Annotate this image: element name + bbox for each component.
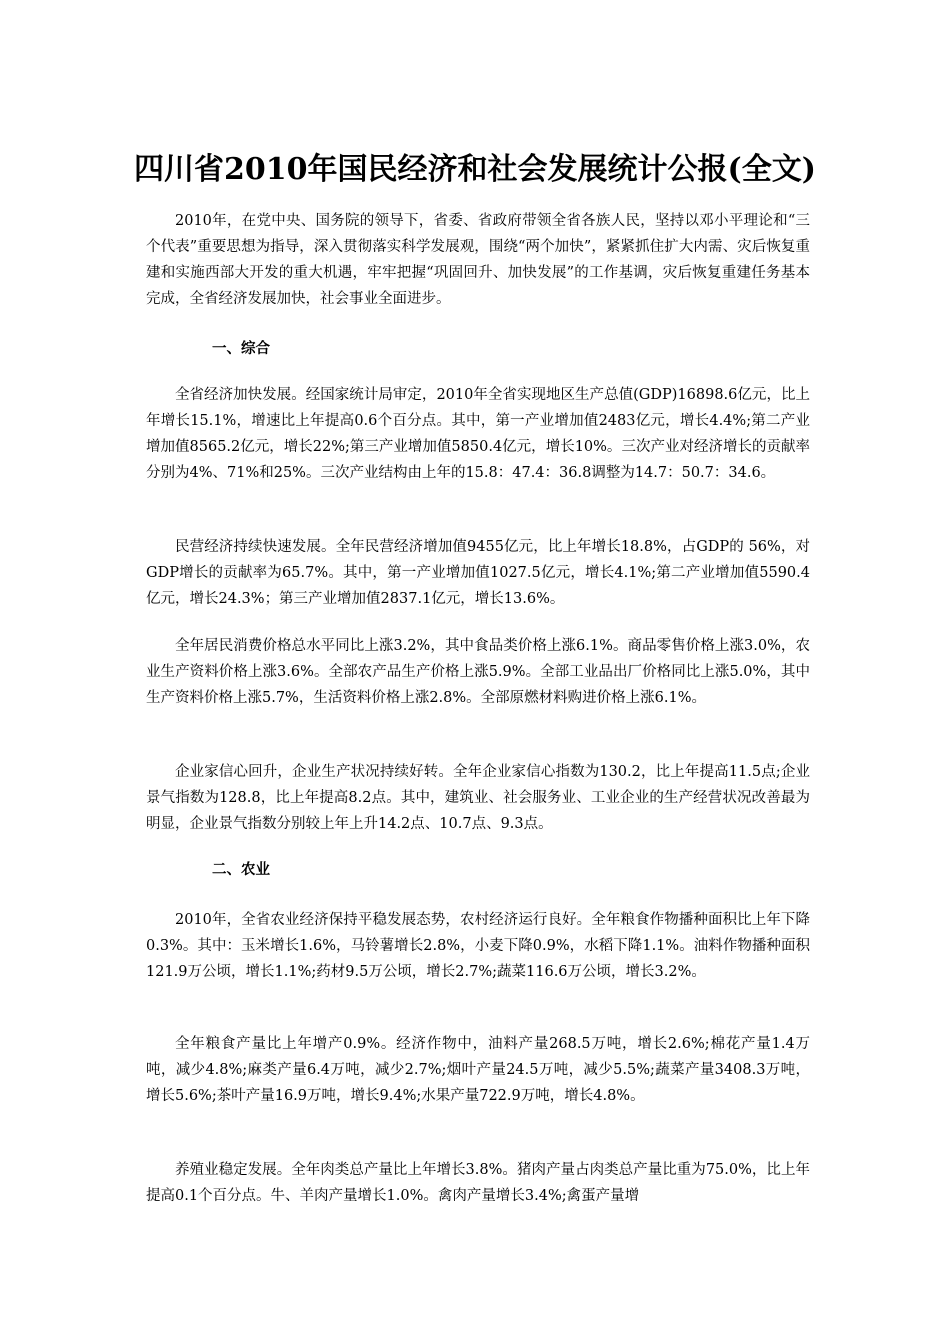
overview-paragraph-gdp: 全省经济加快发展。经国家统计局审定，2010年全省实现地区生产总值(GDP)16898.6亿元，比上年增长15.1%，增速比上年提高0.6个百分点。其中，第一产业增加值2483亿元，增长4.4%;第二产业增加值8565.2亿元，增长22%;第三产业增加值5850.4亿元，增长10%。三次产业对经济增长的贡献率分别为4%、71%和25%。三次产业结构由上年的15.8：47.4：36.8调整为14.7：50.7：34.6。 [146, 387, 810, 481]
agriculture-paragraph-livestock: 养殖业稳定发展。全年肉类总产量比上年增长3.8%。猪肉产量占肉类总产量比重为75.0%，比上年提高0.1个百分点。牛、羊肉产量增长1.0%。禽肉产量增长3.4%;禽蛋产量增 [146, 1162, 810, 1204]
agriculture-paragraph-output: 全年粮食产量比上年增产0.9%。经济作物中，油料产量268.5万吨，增长2.6%;棉花产量1.4万吨，减少4.8%;麻类产量6.4万吨，减少2.7%;烟叶产量24.5万吨，减少5.5%;蔬菜产量3408.3万吨，增长5.6%;茶叶产量16.9万吨，增长9.4%;水果产量722.9万吨，增长4.8%。 [146, 1036, 810, 1104]
overview-paragraph-prices: 全年居民消费价格总水平同比上涨3.2%，其中食品类价格上涨6.1%。商品零售价格上涨3.0%，农业生产资料价格上涨3.6%。全部农产品生产价格上涨5.9%。全部工业品出厂价格同比上涨5.0%，其中生产资料价格上涨5.7%，生活资料价格上涨2.8%。全部原燃材料购进价格上涨6.1%。 [146, 638, 810, 706]
overview-paragraph-confidence: 企业家信心回升，企业生产状况持续好转。全年企业家信心指数为130.2，比上年提高11.5点;企业景气指数为128.8，比上年提高8.2点。其中，建筑业、社会服务业、工业企业的生产经营状况改善最为明显，企业景气指数分别较上年上升14.2点、10.7点、9.3点。 [146, 764, 810, 832]
document-title: 四川省2010年国民经济和社会发展统计公报(全文) [134, 152, 816, 187]
section-heading-overview: 一、综合 [212, 340, 270, 357]
intro-paragraph: 2010年，在党中央、国务院的领导下，省委、省政府带领全省各族人民，坚持以邓小平理论和“三个代表”重要思想为指导，深入贯彻落实科学发展观，围绕“两个加快”，紧紧抓住扩大内需、灾后恢复重建和实施西部大开发的重大机遇，牢牢把握“巩固回升、加快发展”的工作基调，灾后恢复重建任务基本完成，全省经济发展加快，社会事业全面进步。 [146, 213, 810, 307]
agriculture-paragraph-planting: 2010年，全省农业经济保持平稳发展态势，农村经济运行良好。全年粮食作物播种面积比上年下降0.3%。其中：玉米增长1.6%，马铃薯增长2.8%，小麦下降0.9%，水稻下降1.1%。油料作物播种面积121.9万公顷，增长1.1%;药材9.5万公顷，增长2.7%;蔬菜116.6万公顷，增长3.2%。 [146, 912, 810, 980]
overview-paragraph-private-economy: 民营经济持续快速发展。全年民营经济增加值9455亿元，比上年增长18.8%，占GDP的 56%，对 GDP增长的贡献率为65.7%。其中，第一产业增加值1027.5亿元，增长4.1%;第二产业增加值5590.4亿元，增长24.3%；第三产业增加值2837.1亿元，增长13.6%。 [146, 539, 810, 607]
section-heading-agriculture: 二、农业 [212, 861, 270, 878]
